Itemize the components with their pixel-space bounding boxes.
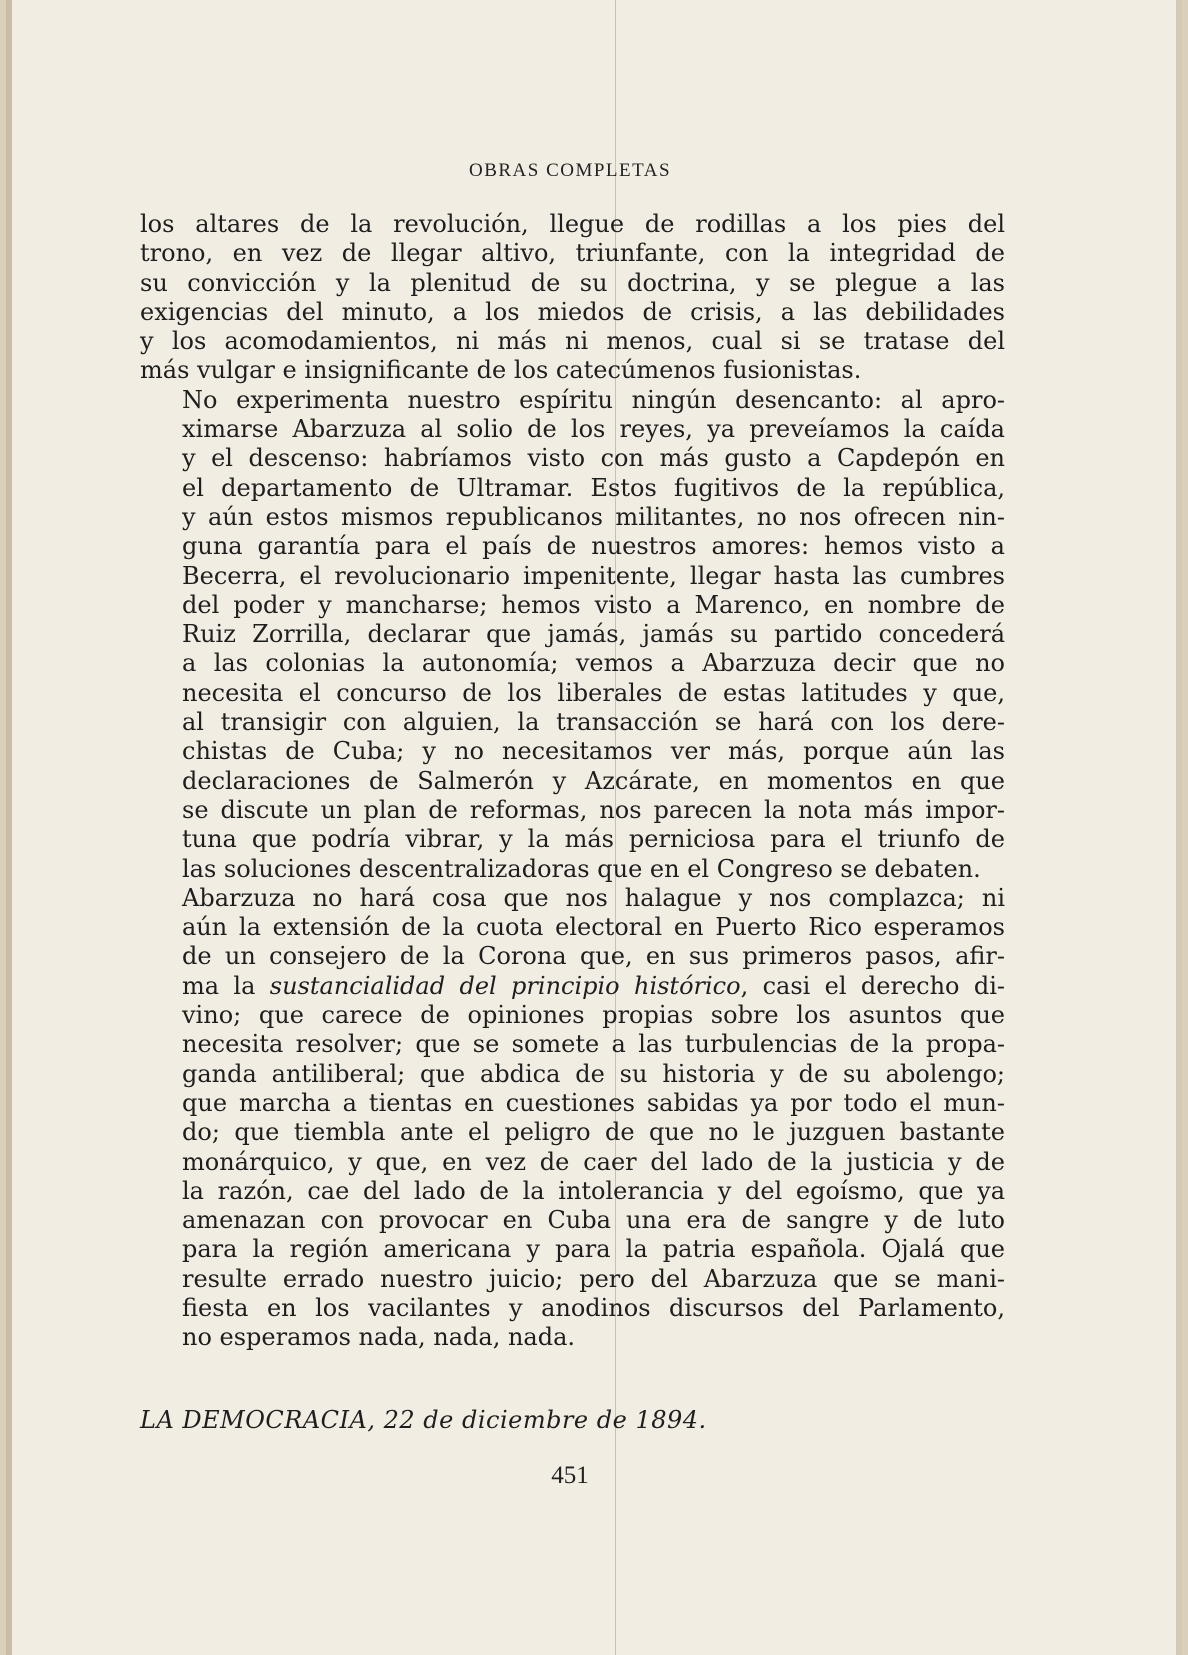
text-line: necesita el concurso de los liberales de estas latitudes y que, <box>182 678 1005 707</box>
running-head: OBRAS COMPLETAS <box>468 160 672 181</box>
page-edge-left <box>6 0 12 1655</box>
text-line: para la región americana y para la patria española. Ojalá que <box>182 1235 1005 1264</box>
text-line: a las colonias la autonomía; vemos a Abarzuza decir que no <box>182 649 1005 678</box>
page-number: 451 <box>551 1462 589 1489</box>
text-line: ximarse Abarzuza al solio de los reyes, ya preveíamos la caída <box>182 415 1005 444</box>
text-line: ma la sustancialidad del principio histórico, casi el derecho di- <box>182 971 1005 1000</box>
text-line: que marcha a tientas en cuestiones sabidas ya por todo el mun- <box>182 1088 1005 1117</box>
book-page <box>6 0 1182 1655</box>
text-line: los altares de la revolución, llegue de rodillas a los pies del <box>140 210 1005 238</box>
text-line: do; que tiembla ante el peligro de que no le juzguen bastante <box>182 1118 1005 1147</box>
article-body <box>140 210 1005 1353</box>
text-line: ganda antiliberal; que abdica de su historia y de su abolengo; <box>182 1059 1005 1088</box>
text-line: Abarzuza no hará cosa que nos halague y nos complazca; ni <box>182 883 1005 912</box>
paragraph <box>140 884 1005 1353</box>
italic-phrase: sustancialidad del principio histórico <box>269 971 741 1000</box>
text-line: necesita resolver; que se somete a las turbulencias de la propa- <box>182 1030 1005 1059</box>
text-line: Becerra, el revolucionario impenitente, llegar hasta las cumbres <box>182 561 1005 590</box>
text-line: de un consejero de la Corona que, en sus primeros pasos, afir- <box>182 942 1005 971</box>
text-line: tuna que podría vibrar, y la más perniciosa para el triunfo de <box>182 825 1005 854</box>
text-line: monárquico, y que, en vez de caer del lado de la justicia y de <box>182 1147 1005 1176</box>
text-line: la razón, cae del lado de la intolerancia y del egoísmo, que ya <box>182 1176 1005 1205</box>
text-line: exigencias del minuto, a los miedos de crisis, a las debilidades <box>140 297 1005 326</box>
page-edge-right <box>1176 0 1182 1655</box>
text-line: al transigir con alguien, la transacción se hará con los dere- <box>182 708 1005 737</box>
source-signature: LA DEMOCRACIA, 22 de diciembre de 1894. <box>140 1406 707 1434</box>
text-line: y aún estos mismos republicanos militantes, no nos ofrecen nin- <box>182 502 1005 531</box>
text-line: el departamento de Ultramar. Estos fugitivos de la república, <box>182 473 1005 502</box>
text-line: y los acomodamientos, ni más ni menos, cual si se tratase del <box>140 327 1005 356</box>
text-line: fiesta en los vacilantes y anodinos discursos del Parlamento, <box>182 1293 1005 1322</box>
text-line: amenazan con provocar en Cuba una era de sangre y de luto <box>182 1206 1005 1235</box>
text-line: guna garantía para el país de nuestros amores: hemos visto a <box>182 532 1005 561</box>
text-line: no esperamos nada, nada, nada. <box>182 1323 576 1352</box>
text-line: aún la extensión de la cuota electoral en Puerto Rico esperamos <box>182 913 1005 942</box>
text-line: No experimenta nuestro espíritu ningún desencanto: al apro- <box>182 385 1005 414</box>
paragraph <box>140 210 1005 386</box>
text-line: se discute un plan de reformas, nos parecen la nota más impor- <box>182 795 1005 824</box>
text-line: y el descenso: habríamos visto con más gusto a Capdepón en <box>182 444 1005 473</box>
text-line: chistas de Cuba; y no necesitamos ver más, porque aún las <box>182 737 1005 766</box>
text-line: su convicción y la plenitud de su doctrina, y se plegue a las <box>140 268 1005 297</box>
text-line: vino; que carece de opiniones propias sobre los asuntos que <box>182 1001 1005 1030</box>
text-line: las soluciones descentralizadoras que en el Congreso se debaten. <box>182 854 981 883</box>
text-line: resulte errado nuestro juicio; pero del Abarzuza que se mani- <box>182 1264 1005 1293</box>
paragraph <box>140 386 1005 884</box>
text-line: del poder y mancharse; hemos visto a Marenco, en nombre de <box>182 590 1005 619</box>
text-line: Ruiz Zorrilla, declarar que jamás, jamás su partido concederá <box>182 620 1005 649</box>
text-line: más vulgar e insignificante de los catecúmenos fusionistas. <box>140 356 862 385</box>
text-line: declaraciones de Salmerón y Azcárate, en momentos en que <box>182 766 1005 795</box>
text-line: trono, en vez de llegar altivo, triunfante, con la integridad de <box>140 239 1005 268</box>
